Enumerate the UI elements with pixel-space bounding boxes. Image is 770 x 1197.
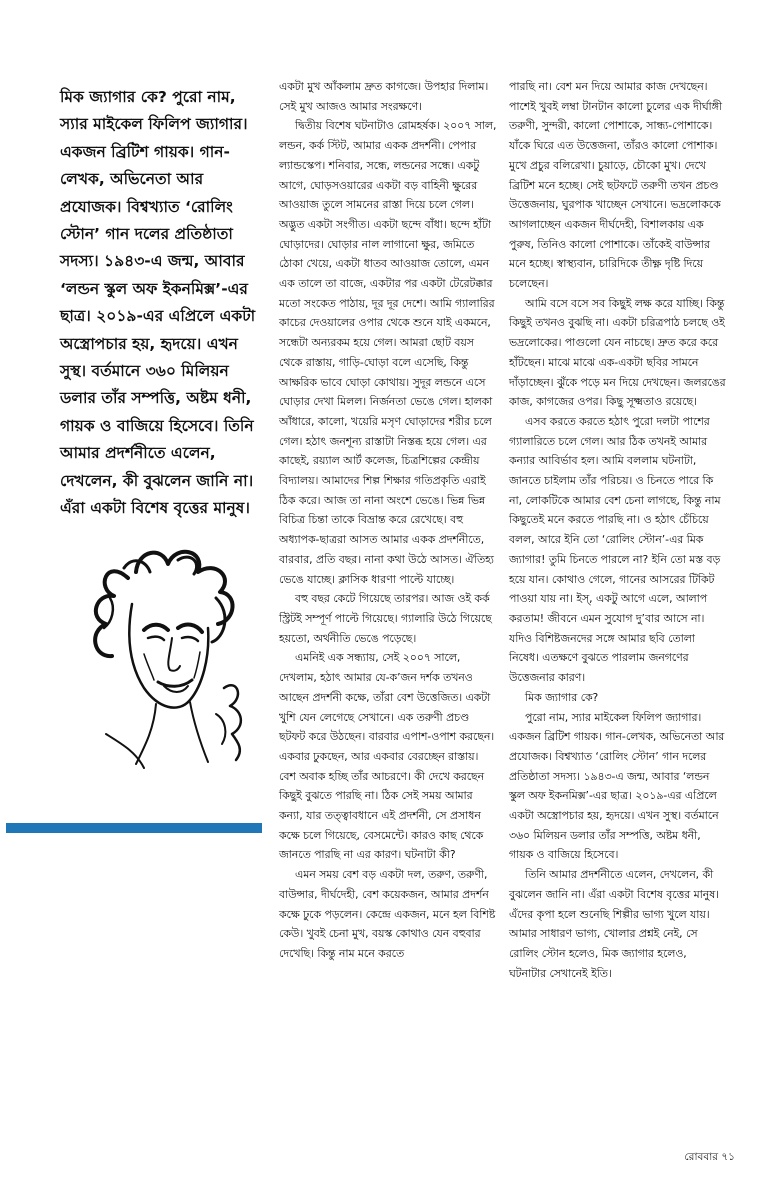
- intro-pullquote: মিক জ্যাগার কে? পুরো নাম, স্যার মাইকেল ফিলিপ জ্যাগার। একজন ব্রিটিশ গায়ক। গান-লেখক, অভিনেতা আর প্রযোজক। বিশ্বখ্যাত ‘রোলিং স্টোন’ গান দলের প্রতিষ্ঠাতা সদস্য। ১৯৪৩-এ জন্ম, আবার ‘লন্ডন স্কুল অফ ইকনমিক্স’-এর ছাত্র। ২০১৯-এর এপ্রিলে একটা অস্ত্রোপচার হয়, হৃদয়ে। এখন সুস্থ। বর্তমানে ৩৬০ মিলিয়ন ডলার তাঁর সম্পত্তি, অষ্টম ধনী, গায়ক ও বাজিয়ে হিসেবে। তিনি আমার প্রদর্শনীতে এলেন, দেখলেন, কী বুঝলেন জানি না। এঁরা একটা বিশেষ বৃত্তের মানুষ।: [60, 88, 256, 518]
- column2-paragraph: এসব করতে করতে হঠাৎ পুরো দলটা পাশের গ্যালারিতে চলে গেল। আর ঠিক তখনই আমার কন্যার আবির্ভাব হল। আমি বললাম ঘটনাটা, জানতে চাইলাম তাঁর পরিচয়। ও চিনতে পারে কি না, লোকটিকে আমার বেশ চেনা লাগছে, কিন্তু নাম কিছুতেই মনে করতে পারছি না। ও হঠাৎ চেঁচিয়ে বলল, আরে ইনি তো ‘রোলিং স্টোন’-এর মিক জ্যাগার! তুমি চিনতে পারলে না? ইনি তো মস্ত বড় হয়ে যান। কোথাও গেলে, গানের আসরের টিকিট পাওয়া যায় না। ইস্, একটু আগে এলে, আলাপ করতাম! জীবনে এমন সুযোগ দু’বার আসে না। যদিও বিশিষ্টজনদের সঙ্গে আমার ছবি তোলা নিষেধ। এতক্ষণে বুঝতে পারলাম জনগণের উত্তেজনার কারণ।: [509, 414, 721, 685]
- column1-paragraph: দ্বিতীয় বিশেষ ঘটনাটাও রোমহর্ষক। ২০০৭ সাল, লন্ডন, কর্ক স্টিট, আমার একক প্রদর্শনী। পেপার ল্যান্ডস্কেপ। শনিবার, সন্ধে, লন্ডনের সন্ধে। একটু আগে, ঘোড়সওয়ারের একটা বড় বাহিনী ক্ষুরের আওয়াজ তুলে সামনের রাস্তা দিয়ে চলে গেল। অদ্ভুত একটা সংগীত। একটা ছন্দে বাঁধা। ছন্দে হাঁটা ঘোড়াদের। ঘোড়ার নাল লাগানো ক্ষুর, জমিতে ঠোকা খেয়ে, একটা ধাতব আওয়াজ তোলে, এমন এক তালে তা বাজে, একটার পর একটা টেরেটক্কার মতো সংকেত পাঠায়, দূর দূর দেশে। আমি গ্যালারির কাচের দেওয়ালের ওপার থেকে শুনে যাই একমনে, সন্ধেটা অন্যরকম হয়ে গেল। আমরা ছোট বয়স থেকে রাস্তায়, গাড়ি-ঘোড়া বলে এসেছি, কিন্তু আক্ষরিক ভাবে ঘোড়া কোথায়। সুদূর লন্ডনে এসে ঘোড়ার দেখা মিলল। নির্জনতা ভেঙে গেল। হালকা আঁধারে, কালো, খয়েরি মসৃণ ঘোড়াদের শরীর চলে গেল। হঠাৎ জনশূন্য রাস্তাটা নিস্তব্ধ হয়ে গেল। এর কাছেই, রয়্যাল আর্ট কলেজ, চিত্রশিল্পের কেন্দ্রীয় বিদ্যালয়। আমাদের শিল্প শিক্ষার গতিপ্রকৃতি এরাই ঠিক করে। আজ তা নানা অংশে ভেঙে। ভিন্ন ভিন্ন বিচিত্র চিন্তা তাকে বিভ্রান্ত করে রেখেছে। বহু অধ্যাপক-ছাত্ররা আসত আমার একক প্রদর্শনীতে, বারবার, প্রতি বছর। নানা কথা উঠে আসত। ঐতিহ্য ভেঙে যাচ্ছে। ক্লাসিক ধারণা পাল্টে যাচ্ছে।: [279, 119, 497, 586]
- column1-paragraph: বহু বছর কেটে গিয়েছে তারপর। আজ ওই কর্ক স্ট্রিটই সম্পূর্ণ পাল্টে গিয়েছে। গ্যালারি উঠে গিয়েছে হয়তো, অর্থনীতি ভেঙে পড়েছে।: [279, 592, 492, 645]
- column2-paragraph: পুরো নাম, স্যার মাইকেল ফিলিপ জ্যাগার। একজন ব্রিটিশ গায়ক। গান-লেখক, অভিনেতা আর প্রযোজক। বিশ্বখ্যাত ‘রোলিং স্টোন’ গান দলের প্রতিষ্ঠাতা সদস্য। ১৯৪৩-এ জন্ম, আবার ‘লন্ডন স্কুল অফ ইকনমিক্স’-এর ছাত্র। ২০১৯-এর এপ্রিলে একটা অস্ত্রোপচার হয়, হৃদয়ে। এখন সুস্থ। বর্তমানে ৩৬০ মিলিয়ন ডলার তাঁর সম্পত্তি, অষ্টম ধনী, গায়ক ও বাজিয়ে হিসেবে।: [509, 710, 725, 862]
- column2-paragraph: পারছি না। বেশ মন দিয়ে আমার কাজ দেখছেন। পাশেই খুবই লম্বা টানটান কালো চুলের এক দীর্ঘাঙ্গী তরুণী, সুন্দরী, কালো পোশাকে, সান্ধ্য-পোশাকে। যাঁকে ঘিরে এত উত্তেজনা, তাঁরও কালো পোশাক। মুখে প্রচুর বলিরেখা। চুয়াড়ে, চৌকো মুখ। দেখে ব্রিটিশ মনে হচ্ছে। সেই ছটফটে তরুণী তখন প্রচণ্ড উত্তেজনায়, ঘুরপাক খাচ্ছেন সেখানে। ভদ্রলোককে আগলাচ্ছেন একজন দীর্ঘদেহী, বিশালকায় এক পুরুষ, তিনিও কালো পোশাকে। তাঁকেই বাউন্সার মনে হচ্ছে। স্বাস্থ্যবান, চারিদিকে তীক্ষ্ণ দৃষ্টি দিয়ে চলেছেন।: [509, 80, 722, 291]
- mick-jagger-portrait-sketch-icon: [66, 538, 258, 774]
- column1-paragraph: একটা মুখ আঁকলাম দ্রুত কাগজে। উপহার দিলাম। সেই মুখ আজও আমার সংরক্ষণে।: [279, 80, 489, 113]
- article-column-1: [279, 77, 497, 964]
- page-footer: রোববার ৭১: [684, 1151, 735, 1163]
- column2-paragraph: আমি বসে বসে সব কিছুই লক্ষ করে যাচ্ছি। কিন্তু কিছুই তখনও বুঝছি না। একটা চরিত্রপাঠ চলছে ওই ভদ্রলোকের। পাগুলো যেন নাচছে। দ্রুত করে করে হাঁটছেন। মাঝে মাঝে এক-একটা ছবির সামনে দাঁড়াচ্ছেন। ঝুঁকে পড়ে মন দিয়ে দেখছেন। জলরঙের কাজ, কাগজের ওপর। কিছু সূক্ষ্মতাও রয়েছে।: [509, 296, 726, 409]
- column1-paragraph: এমনিই এক সন্ধ্যায়, সেই ২০০৭ সালে, দেখলাম, হঠাৎ আমার যে-ক’জন দর্শক তখনও আছেন প্রদর্শনী কক্ষে, তাঁরা বেশ উত্তেজিত। একটা খুশি যেন লেগেছে সেখানে। এক তরুণী প্রচণ্ড ছটফট করে উঠছেন। বারবার এপাশ-ওপাশ করছেন। একবার ঢুকছেন, আর একবার বেরচ্ছেন রাস্তায়। বেশ অবাক হচ্ছি তাঁর আচরণে। কী দেখে করছেন কিছুই বুঝতে পারছি না। ঠিক সেই সময় আমার কন্যা, যার তত্ত্বাবধানে এই প্রদর্শনী, সে প্রসাধন কক্ষে চলে গিয়েছে, বেসমেন্টে। কারও কাছ থেকে জানতে পারছি না এর কারণ। ঘটনাটা কী?: [279, 651, 495, 862]
- column1-paragraph: এমন সময় বেশ বড় একটা দল, তরুণ, তরুণী, বাউন্সার, দীর্ঘদেহী, বেশ কয়েকজন, আমার প্রদর্শন কক্ষে ঢুকে পড়লেন। কেন্দ্রে একজন, মনে হল বিশিষ্ট কেউ। খুবই চেনা মুখ, বয়স্ক কোথাও যেন বহুবার দেখেছি। কিন্তু নাম মনে করতে: [279, 868, 496, 960]
- column2-paragraph: তিনি আমার প্রদর্শনীতে এলেন, দেখলেন, কী বুঝলেন জানি না। এঁরা একটা বিশেষ বৃত্তের মানুষ। এঁদের কৃপা হলে শুনেছি শিল্পীর ভাগ্য খুলে যায়। আমার সাধারণ ভাগ্য, খোলার প্রশ্নই নেই, সে রোলিং স্টোন হলেও, মিক জ্যাগার হলেও, ঘটনাটার সেখানেই ইতি।: [509, 868, 720, 980]
- column2-paragraph: মিক জ্যাগার কে?: [525, 690, 599, 704]
- accent-divider-bar: [6, 823, 262, 833]
- article-column-2: [509, 77, 727, 983]
